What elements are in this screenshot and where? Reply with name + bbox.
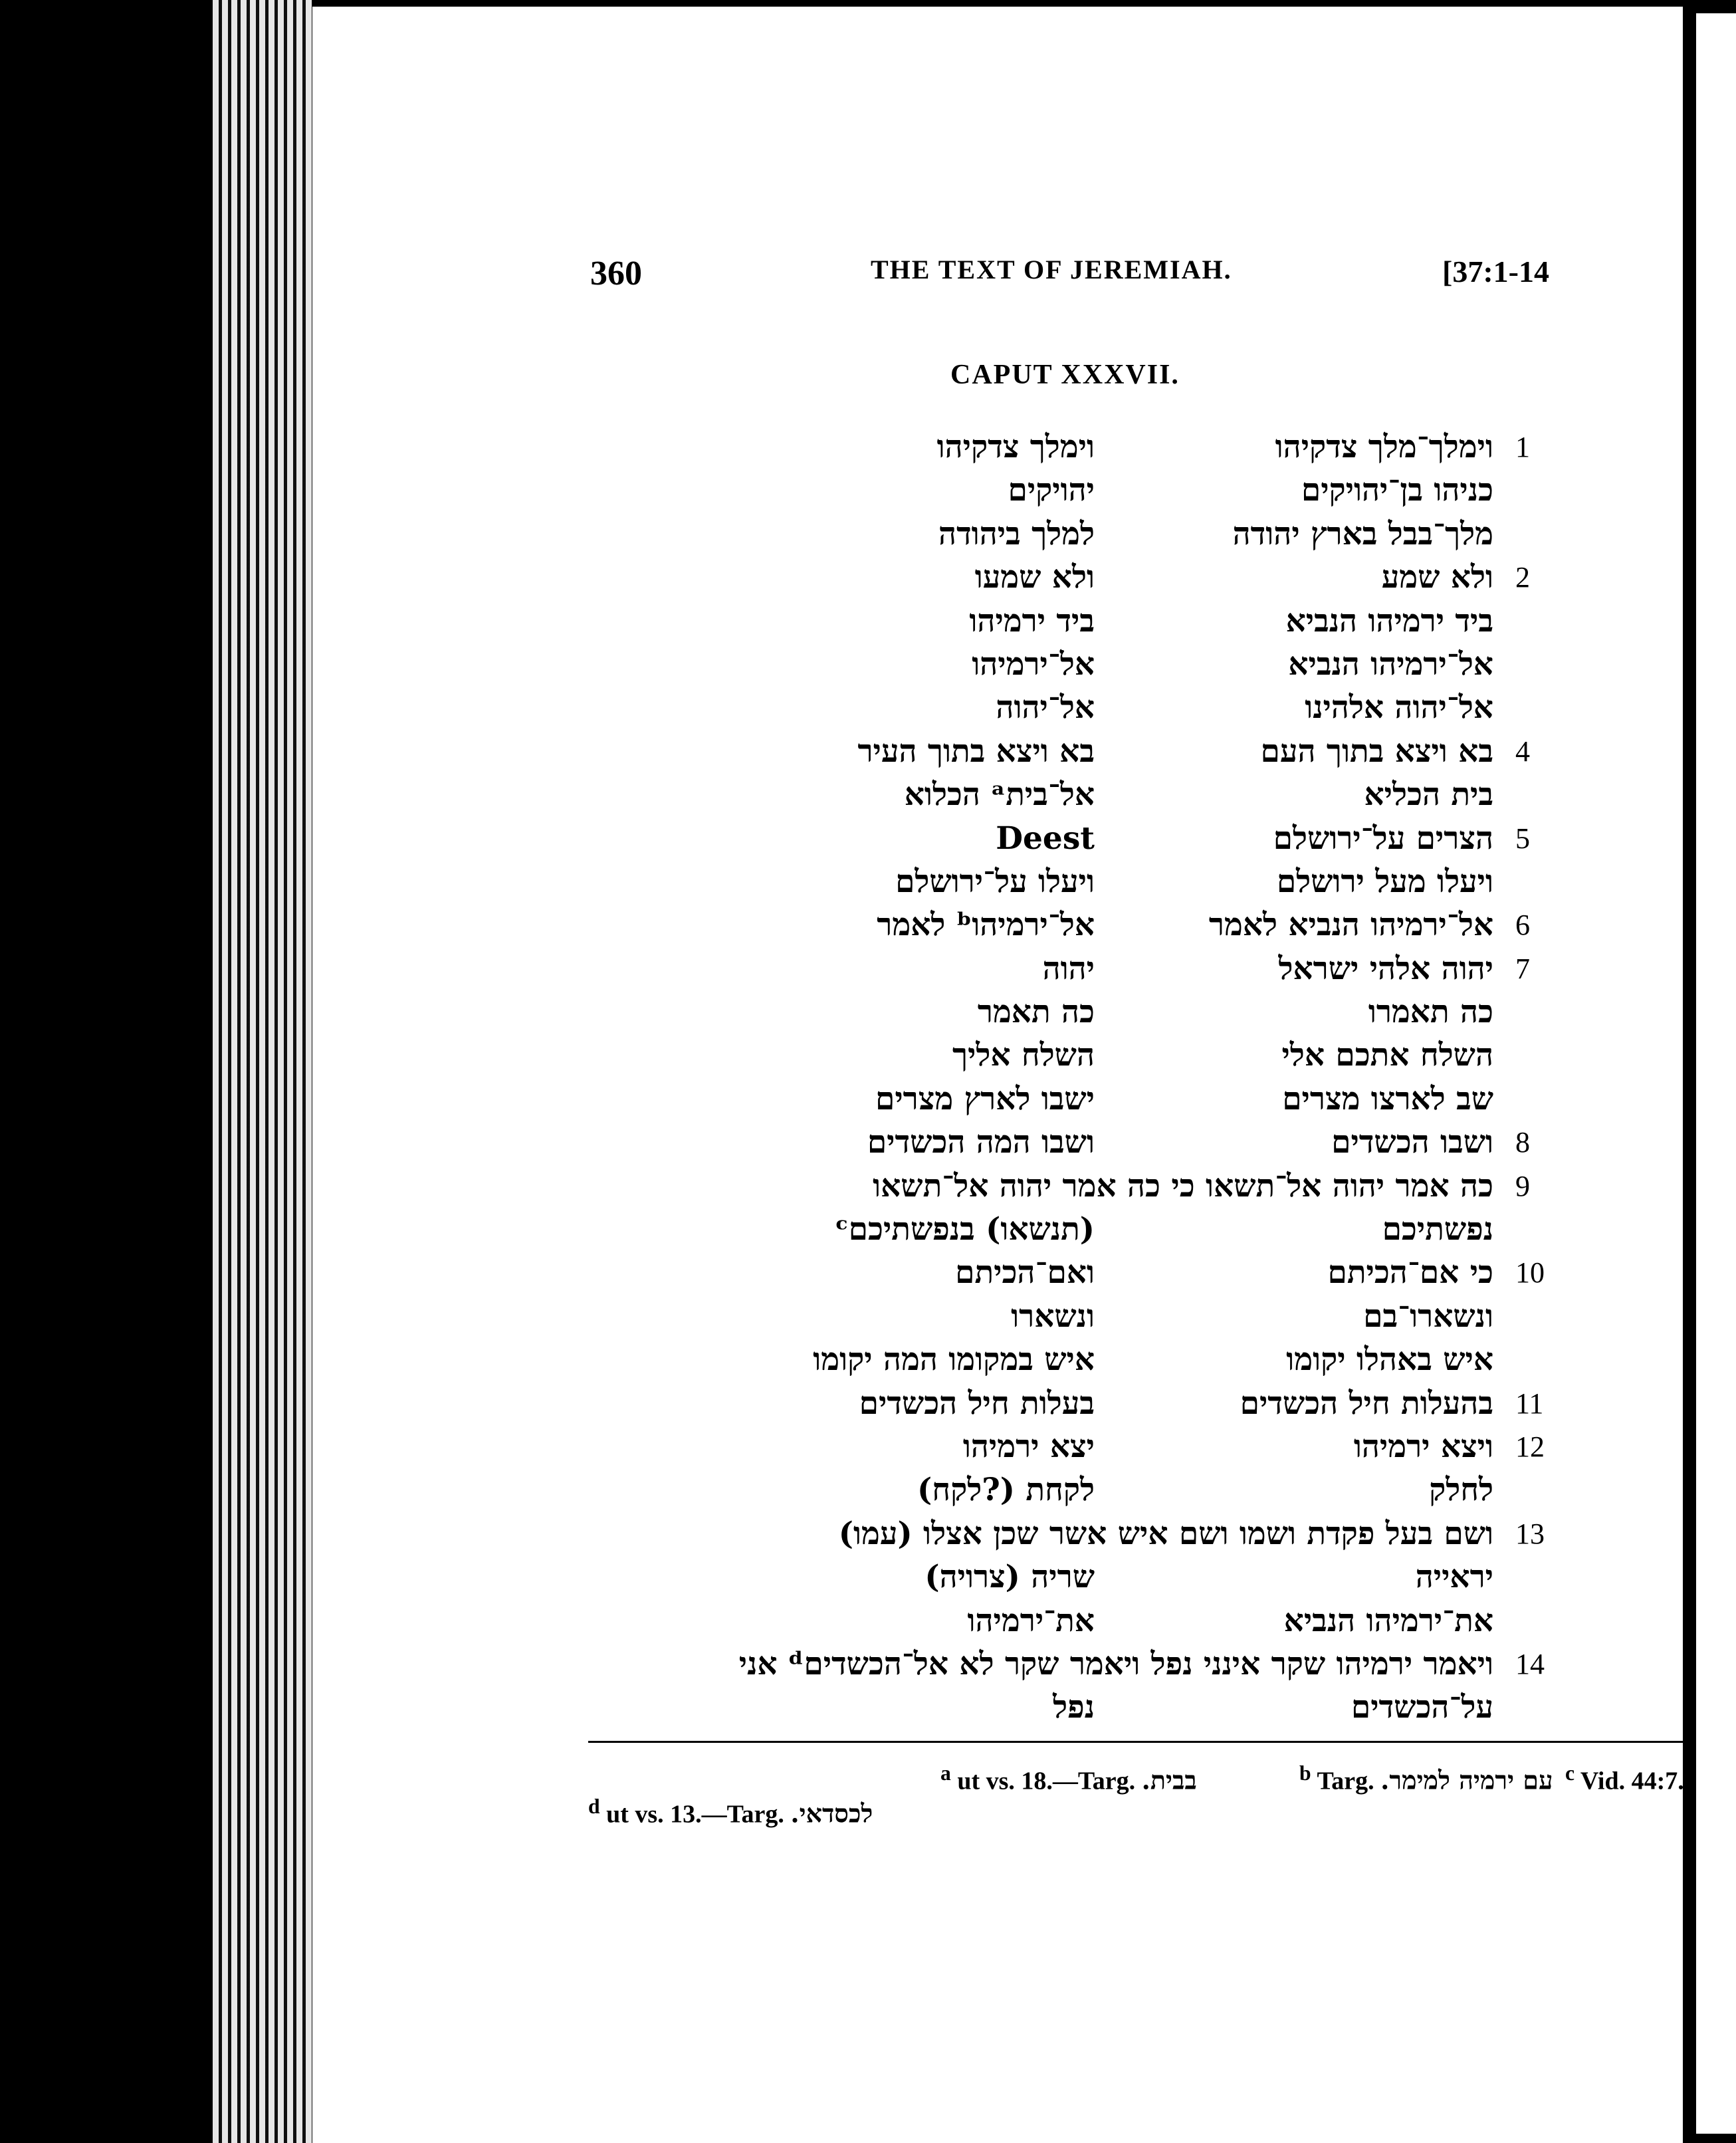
verse-number: 2 <box>1515 561 1530 594</box>
hebrew-text: ויעלו מעל ירושלם <box>1276 863 1493 900</box>
verse-number: 14 <box>1515 1647 1545 1680</box>
hebrew-text: בהעלות חיל הכשדים <box>1240 1385 1493 1422</box>
verse-number: 9 <box>1515 1169 1530 1202</box>
footnote-hebrew: לכסדאי. <box>790 1798 873 1829</box>
verse-row <box>312 1425 1683 1468</box>
septuagint-retroversion-text: את־ירמיהו <box>967 1602 1095 1639</box>
verse-number: 1 <box>1515 431 1530 463</box>
verse-row <box>312 469 1683 512</box>
septuagint-retroversion-text: ושבו המה הכשדים <box>867 1124 1095 1161</box>
verse-number: 13 <box>1515 1517 1545 1550</box>
footnote-marker: a <box>940 1761 951 1785</box>
septuagint-retroversion-text: ולא שמעו <box>974 559 1095 596</box>
verse-row <box>312 1165 1683 1208</box>
verse-row <box>312 1251 1683 1294</box>
hebrew-text: כה אמר יהוה אל־תשאו כי כה אמר יהוה אל־תשאו <box>873 1167 1493 1204</box>
hebrew-text: אל־ירמיהו הנביא <box>1288 645 1493 683</box>
footnote-b <box>1299 1761 1553 1796</box>
hebrew-text: מלך־בבל בארץ יהודה <box>1232 515 1493 552</box>
septuagint-retroversion-text: ויעלו על־ירושלם <box>895 863 1095 900</box>
hebrew-text: איש באהלו יקומו <box>1286 1341 1493 1379</box>
page-number: 360 <box>590 255 642 292</box>
hebrew-text: ביד ירמיהו הנביא <box>1285 602 1493 639</box>
verse-row <box>312 730 1683 773</box>
septuagint-retroversion-text: איש במקומו המה יקומו <box>813 1341 1095 1379</box>
hebrew-text: השלח אתכם אלי <box>1281 1037 1493 1074</box>
footnote-text: Targ. <box>1317 1767 1374 1795</box>
hebrew-text: נפשתיכם <box>1382 1211 1493 1248</box>
septuagint-retroversion-text: ונשארו <box>1011 1297 1095 1335</box>
verse-row <box>312 1686 1683 1729</box>
verse-row <box>312 1077 1683 1121</box>
hebrew-text: יראייה <box>1415 1559 1493 1596</box>
septuagint-retroversion-text: יהוה <box>1042 950 1095 987</box>
verse-number: 8 <box>1515 1126 1530 1159</box>
next-page-edge <box>1696 13 1736 2134</box>
footnote-hebrew: בבית. <box>1141 1765 1197 1795</box>
verse-row <box>312 1555 1683 1599</box>
hebrew-text: הצרים על־ירושלם <box>1273 820 1493 857</box>
septuagint-retroversion-text: ישבו לארץ מצרים <box>875 1080 1095 1117</box>
verse-row <box>312 686 1683 729</box>
footnote-marker: b <box>1299 1761 1311 1785</box>
verse-range: [37:1-14 <box>1442 255 1549 288</box>
footnote-text: ut vs. 13.—Targ. <box>606 1800 784 1829</box>
verse-row <box>312 947 1683 990</box>
hebrew-text: אל־יהוה אלהינו <box>1305 689 1493 727</box>
verse-row <box>312 600 1683 643</box>
hebrew-text: כה תאמרו <box>1368 994 1493 1031</box>
verse-row <box>312 1599 1683 1642</box>
septuagint-retroversion-text: כה תאמר <box>977 994 1095 1031</box>
book-edge <box>213 0 312 2143</box>
hebrew-text: ולא שמע <box>1381 559 1493 596</box>
verse-number: 10 <box>1515 1256 1545 1290</box>
footnote-c <box>1565 1761 1684 1796</box>
verse-number: 7 <box>1515 952 1530 985</box>
septuagint-retroversion-text: למלך ביהודה <box>938 515 1095 552</box>
septuagint-retroversion-text: (תנשאו) בנפשתיכםᶜ <box>835 1211 1095 1248</box>
footnote-rule <box>588 1741 1688 1743</box>
verse-row <box>312 1512 1683 1555</box>
verse-row <box>312 512 1683 556</box>
footnote-text: ut vs. 18.—Targ. <box>957 1767 1136 1795</box>
verse-row <box>312 1208 1683 1251</box>
hebrew-text: לחלק <box>1429 1472 1493 1509</box>
footnote-a <box>940 1761 1197 1796</box>
septuagint-retroversion-text: יהויקים <box>1008 472 1095 509</box>
septuagint-retroversion-text: אל־יהוה <box>996 689 1095 727</box>
page <box>312 7 1683 2143</box>
footnote-hebrew: עם ירמיה למימר. <box>1380 1765 1553 1795</box>
verse-row <box>312 1034 1683 1077</box>
hebrew-text: בא ויצא בתוך העם <box>1260 733 1493 770</box>
footnote-marker: c <box>1565 1761 1575 1785</box>
septuagint-retroversion-text: ואם־הכיתם <box>955 1254 1095 1292</box>
septuagint-retroversion-text: אל־ירמיהו <box>972 645 1095 683</box>
verse-row <box>312 1338 1683 1381</box>
verse-row <box>312 1295 1683 1338</box>
footnote-marker: d <box>588 1795 600 1818</box>
hebrew-text: את־ירמיהו הנביא <box>1283 1602 1493 1639</box>
septuagint-retroversion-text: ביד ירמיהו <box>969 602 1095 639</box>
verse-row <box>312 1468 1683 1512</box>
verse-row <box>312 1642 1683 1686</box>
verse-row <box>312 990 1683 1034</box>
septuagint-retroversion-text: יצא ירמיהו <box>962 1428 1095 1465</box>
verse-row <box>312 425 1683 469</box>
verse-number: 4 <box>1515 734 1530 768</box>
verse-row <box>312 556 1683 599</box>
hebrew-text: אל־ירמיהו הנביא לאמר <box>1208 907 1493 944</box>
septuagint-retroversion-text: שריה (צרויה) <box>924 1559 1095 1596</box>
hebrew-text: יהוה אלהי ישראל <box>1278 950 1493 987</box>
septuagint-retroversion-text: אל־ביתᵃ הכלוא <box>904 776 1095 814</box>
septuagint-retroversion-text: נפל <box>1053 1689 1095 1726</box>
verse-number: 12 <box>1515 1430 1545 1463</box>
hebrew-text: ונשארו־בם <box>1363 1297 1493 1335</box>
verse-number: 5 <box>1515 822 1530 855</box>
verse-row <box>312 1121 1683 1164</box>
verse-row <box>312 817 1683 860</box>
verse-row <box>312 903 1683 947</box>
verse-rows <box>312 425 1683 1730</box>
hebrew-text: ושם בעל פקדת ושמו ושם איש אשר שכן אצלו (עמו) <box>838 1515 1493 1552</box>
septuagint-retroversion-text: Deest <box>996 820 1095 857</box>
hebrew-text: כניהו בן־יהויקים <box>1301 472 1493 509</box>
hebrew-text: כי אם־הכיתם <box>1327 1254 1493 1292</box>
septuagint-retroversion-text: לקחת (?לקח) <box>917 1472 1095 1509</box>
verse-row <box>312 1382 1683 1425</box>
verse-number: 6 <box>1515 909 1530 942</box>
verse-number: 11 <box>1515 1387 1544 1420</box>
hebrew-text: שב לארצו מצרים <box>1282 1080 1493 1117</box>
hebrew-text: על־הכשדים <box>1351 1689 1493 1726</box>
septuagint-retroversion-text: בעלות חיל הכשדים <box>859 1385 1095 1422</box>
hebrew-text: בית הכליא <box>1364 776 1493 814</box>
septuagint-retroversion-text: וימלך צדקיהו <box>936 429 1095 465</box>
verse-row <box>312 643 1683 686</box>
hebrew-text: ושבו הכשדים <box>1331 1124 1493 1161</box>
hebrew-text: ויצא ירמיהו <box>1353 1428 1493 1465</box>
septuagint-retroversion-text: בא ויצא בתוך העיר <box>857 733 1095 770</box>
verse-row <box>312 773 1683 816</box>
footnote-text: Vid. 44:7. <box>1580 1767 1684 1795</box>
hebrew-text: וימלך־מלך צדקיהו <box>1275 429 1493 465</box>
chapter-heading: CAPUT XXXVII. <box>950 360 1180 390</box>
septuagint-retroversion-text: השלח אליך <box>952 1037 1095 1074</box>
footnote-d <box>588 1795 873 1829</box>
hebrew-text: ויאמר ירמיהו שקר אינני נפל ויאמר שקר לא אל־הכשדיםᵈ אני <box>738 1645 1493 1682</box>
septuagint-retroversion-text: אל־ירמיהוᵇ לאמר <box>877 907 1095 944</box>
running-title: THE TEXT OF JEREMIAH. <box>871 255 1232 284</box>
verse-row <box>312 860 1683 903</box>
